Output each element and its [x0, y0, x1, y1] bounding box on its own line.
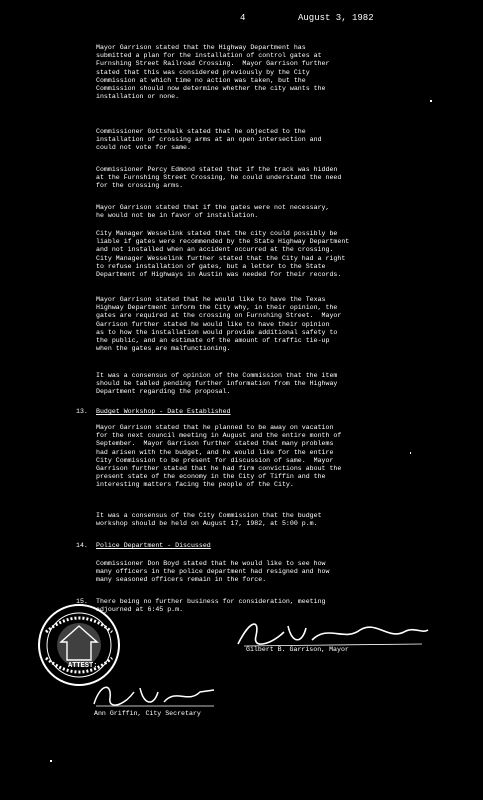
paragraph-gottshalk: Commissioner Gottshalk stated that he objected to the installation of crossing arms at an open intersection and could not vote for same. — [96, 128, 322, 152]
scan-speck — [430, 100, 432, 102]
item-15-adjournment: There being no further business for consideration, meeting adjourned at 6:45 p.m. — [96, 598, 326, 614]
item-14-paragraph: Commissioner Don Boyd stated that he would like to see how many officers in the police department had resigned and how many seasoned officers remain in the force. — [96, 560, 330, 584]
secretary-name: Ann Griffin, City Secretary — [94, 710, 201, 717]
item-13-title: Budget Workshop - Date Established — [96, 408, 231, 415]
paragraph-control-gates: Mayor Garrison stated that the Highway Department has submitted a plan for the installation of control gates at Furnshing Street Railroad Crossing. Mayor Garrison further stated that this was considered previously by the City Commission at which time no action was taken, but the Commission should now determine whether the city wants the installation or none. — [96, 44, 330, 101]
item-13-number: 13. — [76, 408, 88, 415]
page-number: 4 — [240, 13, 246, 23]
attest-label: ATTEST: — [68, 662, 98, 670]
paragraph-garrison-highway: Mayor Garrison stated that he would like to have the Texas Highway Department inform the City why, in their opinion, the gates are required at the crossing on Furnshing Street. Mayor Garrison further stated he would like to have their opinion as to how the installation would provide additional safety to the public, and an estimate of the amount of traffic tie-up when the gates are malfunctioning. — [96, 296, 342, 353]
scan-speck — [410, 452, 411, 454]
item-15-number: 15. — [76, 598, 88, 605]
scan-speck — [50, 760, 52, 762]
item-14-number: 14. — [76, 542, 88, 549]
item-13-consensus: It was a consensus of the City Commission that the budget workshop should be held on August 17, 1982, at 5:00 p.m. — [96, 512, 322, 528]
paragraph-garrison-gates: Mayor Garrison stated that if the gates were not necessary, he would not be in favor of installation. — [96, 204, 330, 220]
item-14-title: Police Department - Discussed — [96, 542, 211, 549]
paragraph-wesselink: City Manager Wesselink stated that the city could possibly be liable if gates were recommended by the State Highway Department and not installed when an accident occurred at the crossing. City Manager Wesselink further stated that the City had a right to refuse installation of gates, but a letter to the State Department of Highways in Austin was needed for their records. — [96, 230, 350, 279]
paragraph-edmond: Commissioner Percy Edmond stated that if the track was hidden at the Furnshing Street Crossing, he could understand the need for the crossing arms. — [96, 166, 342, 190]
page-date: August 3, 1982 — [298, 13, 374, 23]
item-13-paragraph: Mayor Garrison stated that he planned to be away on vacation for the next council meeting in August and the entire month of September. Mayor Garrison further stated that many problems had arisen with the budget, and he would like for the entire City Commission to be present for discussion of same. Mayor Garrison further stated that he had firm convictions about the present state of the economy in the City of Tiffin and the interesting matters facing the people of the City. — [96, 424, 342, 489]
city-seal — [36, 602, 122, 688]
secretary-signature — [90, 680, 220, 712]
mayor-name: Gilbert B. Garrison, Mayor — [246, 646, 349, 653]
paragraph-consensus-tabled: It was a consensus of opinion of the Commission that the item should be tabled pending further information from the Highway Department regarding the proposal. — [96, 372, 338, 396]
